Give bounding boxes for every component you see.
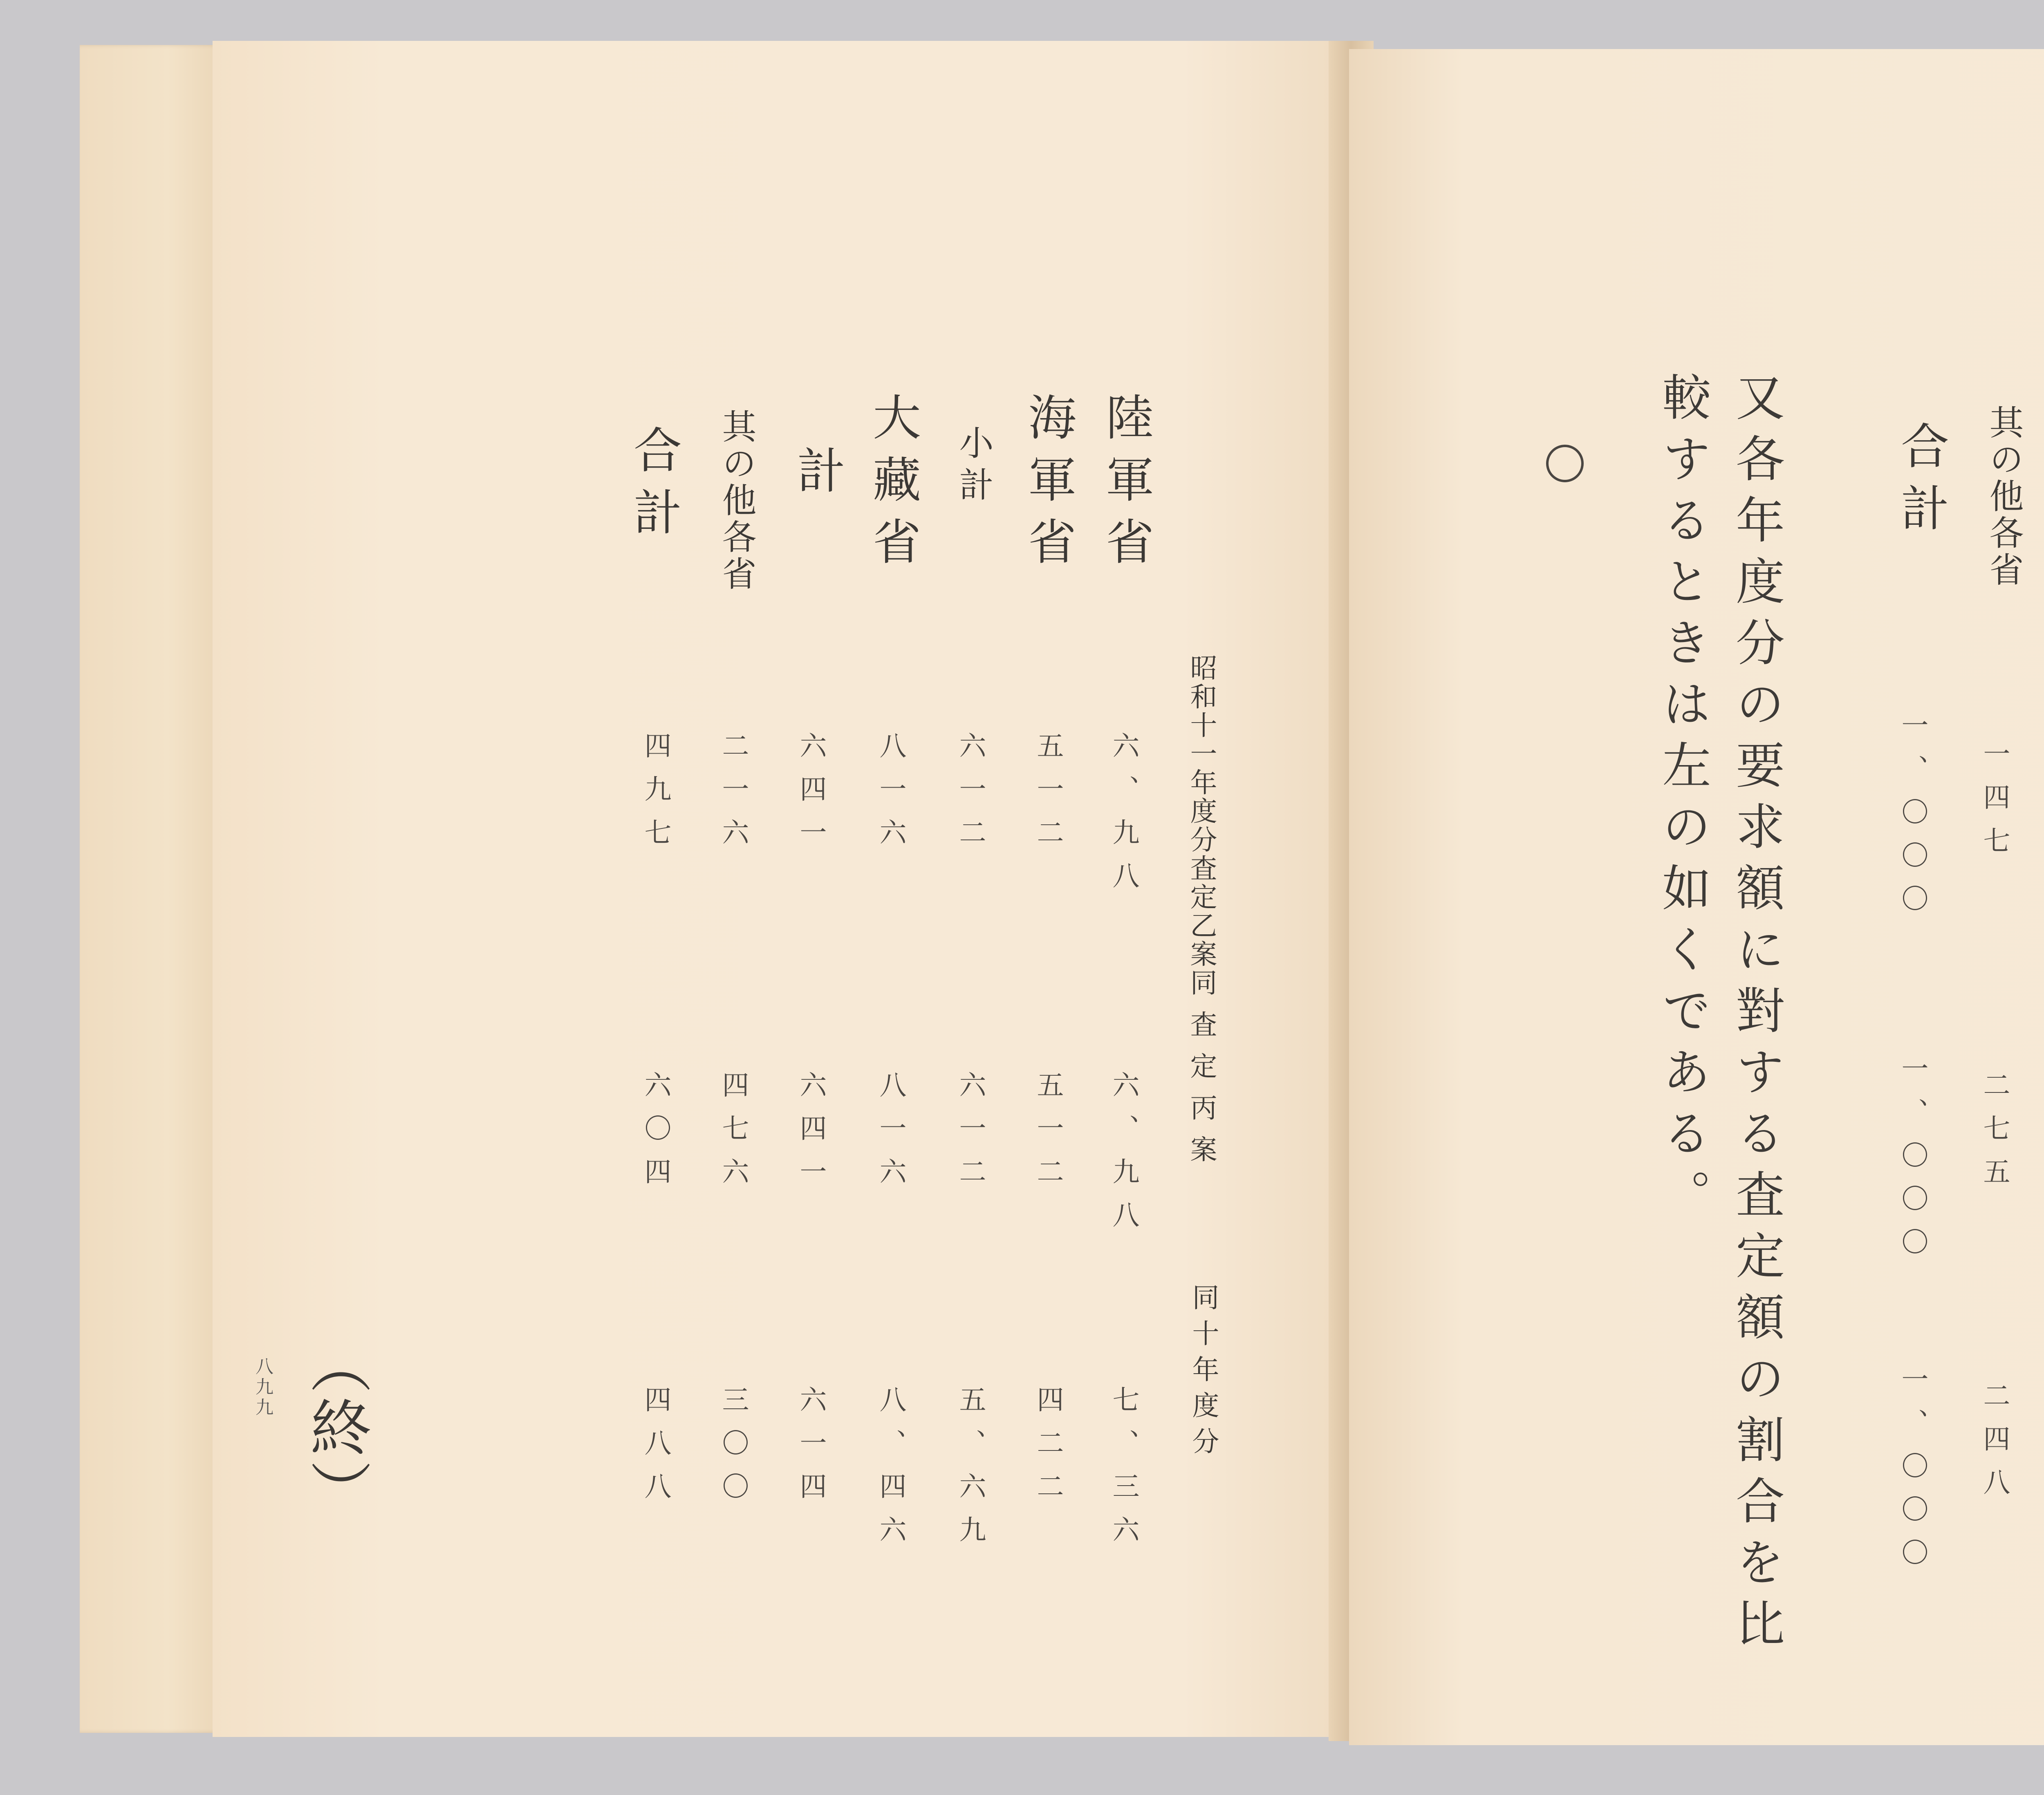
left-value: 四七六: [717, 1071, 749, 1201]
left-value: 六四一: [795, 732, 827, 862]
left-value: 六一四: [795, 1385, 827, 1515]
left-row-label: 海軍省: [1020, 392, 1076, 579]
right-value: 一、〇〇〇: [1897, 1365, 1928, 1582]
left-header-col3: 同十年度分: [1188, 1283, 1219, 1463]
left-value: 八、四六: [875, 1385, 906, 1559]
left-value: 四九七: [640, 732, 671, 862]
left-page: [213, 41, 1353, 1737]
left-value: 三〇〇: [717, 1385, 749, 1515]
left-value: 五、六九: [955, 1385, 986, 1559]
book-cover-edge: [80, 45, 227, 1733]
left-row-label: 合計: [625, 425, 682, 549]
left-row-label: 其の他各省: [717, 409, 757, 593]
paragraph-line: 又各年度分の要求額に對する査定額の割合を比: [1728, 372, 1784, 1659]
right-value: 二四八: [1979, 1381, 2010, 1511]
left-row-label: 計: [789, 445, 845, 508]
paragraph-line: 較するときは左の如くである。: [1654, 372, 1711, 1230]
left-value: 四八八: [640, 1385, 671, 1515]
left-value: 六、九八: [1108, 732, 1139, 905]
right-value: 一、〇〇〇: [1897, 1054, 1928, 1271]
right-value: 一四七: [1979, 740, 2010, 870]
left-value: 七、三六: [1108, 1385, 1139, 1559]
left-value: 六一二: [955, 1071, 986, 1201]
right-value: 一、〇〇〇: [1897, 711, 1928, 928]
left-value: 六、九八: [1108, 1071, 1139, 1244]
left-row-label: 大藏省: [865, 392, 921, 579]
left-value: 四二二: [1032, 1385, 1064, 1515]
left-value: 五一二: [1032, 732, 1064, 862]
circle-mark-icon: [1546, 445, 1584, 482]
right-row-label: 合計: [1893, 421, 1949, 545]
left-value: 六〇四: [640, 1071, 671, 1201]
left-value: 六四一: [795, 1071, 827, 1201]
right-row-label: 其の他各省: [1984, 405, 2024, 589]
left-value: 二一六: [717, 732, 749, 862]
left-value: 八一六: [875, 732, 906, 862]
left-header-col1: 昭和十一年度分査定乙案: [1186, 654, 1217, 969]
left-row-label: 小計: [954, 425, 994, 508]
end-mark: （終）: [300, 1332, 371, 1524]
left-header-col2: 同査定丙案: [1186, 969, 1217, 1177]
left-value: 八一六: [875, 1071, 906, 1201]
left-row-label: 陸軍省: [1098, 392, 1154, 579]
left-value: 六一二: [955, 732, 986, 862]
left-page-number: 八九九: [252, 1357, 273, 1418]
left-value: 五一二: [1032, 1071, 1064, 1201]
right-value: 二七五: [1979, 1071, 2010, 1201]
